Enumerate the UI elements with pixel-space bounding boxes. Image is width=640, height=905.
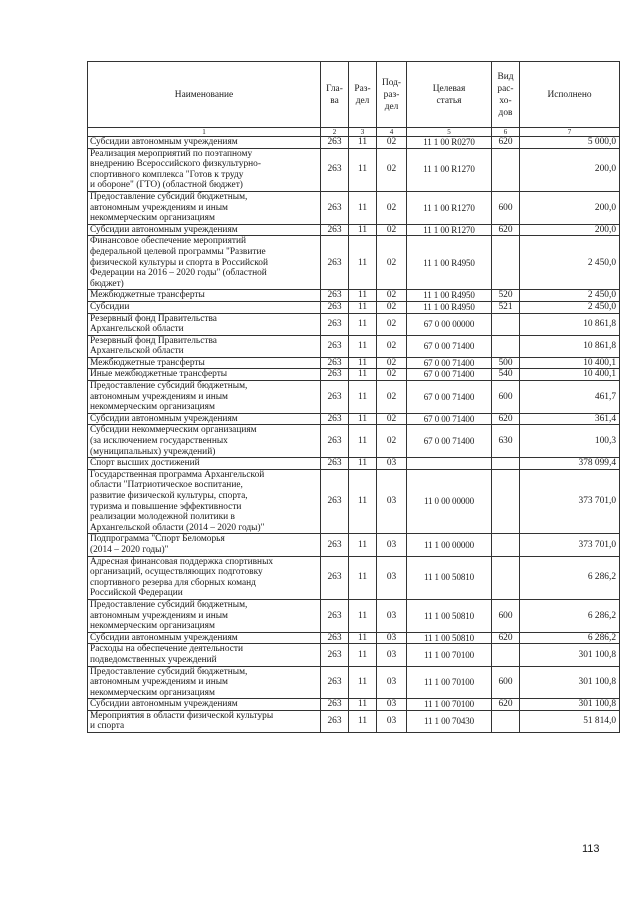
row-podrazdel: 02: [377, 137, 407, 149]
row-glava: 263: [321, 357, 349, 369]
row-glava: 263: [321, 148, 349, 191]
row-expense-type: [492, 556, 520, 599]
table-row: [88, 357, 620, 369]
row-glava: 263: [321, 425, 349, 458]
row-name: Предоставление субсидий бюджетным, автономным учреждениям и иным некоммерческим организациям: [88, 599, 321, 632]
row-name: Межбюджетные трансферты: [88, 357, 321, 369]
row-name: Спорт высших достижений: [88, 458, 321, 470]
row-executed-amount: 200,0: [520, 224, 620, 236]
row-name: Иные межбюджетные трансферты: [88, 369, 321, 381]
row-executed-amount: 200,0: [520, 148, 620, 191]
row-target-article: 67 0 00 00000: [407, 313, 492, 335]
row-target-article: 11 1 00 50810: [407, 599, 492, 632]
row-name: Расходы на обеспечение деятельности подведомственных учреждений: [88, 644, 321, 666]
row-expense-type: 500: [492, 357, 520, 369]
row-target-article: [407, 458, 492, 470]
row-razdel: 11: [349, 148, 377, 191]
row-podrazdel: 02: [377, 236, 407, 290]
column-number: 4: [377, 128, 407, 137]
row-razdel: 11: [349, 469, 377, 534]
row-razdel: 11: [349, 224, 377, 236]
table-row: [88, 148, 620, 191]
header-target-article: Целевая статья: [407, 62, 492, 128]
row-glava: 263: [321, 335, 349, 357]
row-expense-type: 540: [492, 369, 520, 381]
column-number: 3: [349, 128, 377, 137]
row-name: Предоставление субсидий бюджетным, автономным учреждениям и иным некоммерческим организациям: [88, 666, 321, 699]
row-glava: 263: [321, 458, 349, 470]
row-podrazdel: 02: [377, 381, 407, 414]
row-expense-type: 620: [492, 137, 520, 149]
table-row: [88, 191, 620, 224]
row-razdel: 11: [349, 458, 377, 470]
row-razdel: 11: [349, 357, 377, 369]
row-name: Субсидии автономным учреждениям: [88, 224, 321, 236]
row-podrazdel: 03: [377, 644, 407, 666]
header-podrazdel: Под- раз- дел: [377, 62, 407, 128]
row-name: Субсидии некоммерческим организациям (за исключением государственных (муниципальных) учреждений): [88, 425, 321, 458]
table-row: [88, 666, 620, 699]
row-glava: 263: [321, 290, 349, 302]
row-expense-type: [492, 534, 520, 556]
row-podrazdel: 03: [377, 556, 407, 599]
row-razdel: 11: [349, 599, 377, 632]
column-number: 7: [520, 128, 620, 137]
row-razdel: 11: [349, 313, 377, 335]
row-executed-amount: 373 701,0: [520, 469, 620, 534]
row-expense-type: [492, 313, 520, 335]
row-razdel: 11: [349, 301, 377, 313]
header-glava: Гла- ва: [321, 62, 349, 128]
column-number: 2: [321, 128, 349, 137]
row-executed-amount: 10 861,8: [520, 335, 620, 357]
row-podrazdel: 02: [377, 148, 407, 191]
row-executed-amount: 51 814,0: [520, 710, 620, 732]
row-target-article: 11 1 00 R1270: [407, 148, 492, 191]
row-razdel: 11: [349, 425, 377, 458]
row-expense-type: 630: [492, 425, 520, 458]
row-glava: 263: [321, 413, 349, 425]
table-row: [88, 710, 620, 732]
row-name: Адресная финансовая поддержка спортивных организаций, осуществляющих подготовку спортивного резерва для сборных команд Российской Федерации: [88, 556, 321, 599]
row-razdel: 11: [349, 381, 377, 414]
table-row: [88, 425, 620, 458]
row-podrazdel: 02: [377, 224, 407, 236]
row-podrazdel: 02: [377, 313, 407, 335]
table-row: [88, 458, 620, 470]
row-executed-amount: 100,3: [520, 425, 620, 458]
row-razdel: 11: [349, 710, 377, 732]
row-expense-type: 520: [492, 290, 520, 302]
row-glava: 263: [321, 301, 349, 313]
row-podrazdel: 02: [377, 413, 407, 425]
row-glava: 263: [321, 381, 349, 414]
row-name: Межбюджетные трансферты: [88, 290, 321, 302]
row-name: Финансовое обеспечение мероприятий федеральной целевой программы "Развитие физической культуры и спорта в Российской Федерации на 2016 – 2020 годы" (областной бюджет): [88, 236, 321, 290]
budget-execution-table: [87, 61, 620, 733]
table-row: [88, 369, 620, 381]
row-podrazdel: 03: [377, 469, 407, 534]
row-expense-type: 620: [492, 224, 520, 236]
row-razdel: 11: [349, 236, 377, 290]
row-podrazdel: 02: [377, 425, 407, 458]
row-glava: 263: [321, 224, 349, 236]
row-target-article: 11 1 00 70100: [407, 644, 492, 666]
row-target-article: 11 1 00 R4950: [407, 301, 492, 313]
table-row: [88, 644, 620, 666]
row-glava: 263: [321, 699, 349, 711]
row-glava: 263: [321, 644, 349, 666]
row-podrazdel: 03: [377, 458, 407, 470]
row-target-article: 11 1 00 R1270: [407, 191, 492, 224]
table-row: [88, 413, 620, 425]
row-razdel: 11: [349, 644, 377, 666]
row-target-article: 11 1 00 R4950: [407, 236, 492, 290]
row-executed-amount: 373 701,0: [520, 534, 620, 556]
row-executed-amount: 6 286,2: [520, 632, 620, 644]
row-name: Субсидии автономным учреждениям: [88, 632, 321, 644]
row-target-article: 11 1 00 R1270: [407, 224, 492, 236]
row-executed-amount: 301 100,8: [520, 666, 620, 699]
row-target-article: 11 1 00 70100: [407, 699, 492, 711]
table-row: [88, 236, 620, 290]
row-name: Предоставление субсидий бюджетным, автономным учреждениям и иным некоммерческим организациям: [88, 381, 321, 414]
row-name: Реализация мероприятий по поэтапному внедрению Всероссийского физкультурно- спортивного комплекса "Готов к труду и обороне" (ГТО) (областной бюджет): [88, 148, 321, 191]
row-executed-amount: 361,4: [520, 413, 620, 425]
row-target-article: 67 0 00 71400: [407, 335, 492, 357]
row-glava: 263: [321, 313, 349, 335]
row-expense-type: 600: [492, 381, 520, 414]
row-executed-amount: 6 286,2: [520, 556, 620, 599]
row-name: Мероприятия в области физической культуры и спорта: [88, 710, 321, 732]
row-target-article: 67 0 00 71400: [407, 413, 492, 425]
row-expense-type: [492, 335, 520, 357]
row-podrazdel: 03: [377, 710, 407, 732]
row-razdel: 11: [349, 290, 377, 302]
row-expense-type: [492, 148, 520, 191]
table-row: [88, 556, 620, 599]
table-row: [88, 599, 620, 632]
header-name: Наименование: [88, 62, 321, 128]
row-target-article: 67 0 00 71400: [407, 369, 492, 381]
row-podrazdel: 02: [377, 301, 407, 313]
row-glava: 263: [321, 599, 349, 632]
row-executed-amount: 5 000,0: [520, 137, 620, 149]
row-target-article: 11 1 00 70100: [407, 666, 492, 699]
table-body: [88, 137, 620, 733]
table-row: [88, 313, 620, 335]
row-glava: 263: [321, 632, 349, 644]
row-podrazdel: 02: [377, 357, 407, 369]
row-executed-amount: 378 099,4: [520, 458, 620, 470]
row-name: Субсидии автономным учреждениям: [88, 699, 321, 711]
row-glava: 263: [321, 191, 349, 224]
row-razdel: 11: [349, 534, 377, 556]
row-expense-type: 600: [492, 666, 520, 699]
row-target-article: 11 1 00 70430: [407, 710, 492, 732]
table-header-row: [88, 62, 620, 128]
row-podrazdel: 03: [377, 599, 407, 632]
row-expense-type: 620: [492, 632, 520, 644]
row-executed-amount: 10 861,8: [520, 313, 620, 335]
row-expense-type: [492, 469, 520, 534]
row-executed-amount: 10 400,1: [520, 357, 620, 369]
row-razdel: 11: [349, 666, 377, 699]
row-executed-amount: 200,0: [520, 191, 620, 224]
table-row: [88, 224, 620, 236]
table-row: [88, 137, 620, 149]
row-executed-amount: 461,7: [520, 381, 620, 414]
row-razdel: 11: [349, 191, 377, 224]
row-executed-amount: 10 400,1: [520, 369, 620, 381]
row-glava: 263: [321, 137, 349, 149]
header-expense-type: Вид рас- хо- дов: [492, 62, 520, 128]
row-name: Субсидии автономным учреждениям: [88, 137, 321, 149]
row-expense-type: 600: [492, 599, 520, 632]
row-executed-amount: 301 100,8: [520, 644, 620, 666]
row-executed-amount: 6 286,2: [520, 599, 620, 632]
row-expense-type: [492, 236, 520, 290]
row-podrazdel: 02: [377, 290, 407, 302]
row-podrazdel: 03: [377, 699, 407, 711]
row-podrazdel: 03: [377, 666, 407, 699]
row-expense-type: [492, 458, 520, 470]
table-row: [88, 381, 620, 414]
row-name: Резервный фонд Правительства Архангельской области: [88, 313, 321, 335]
row-name: Государственная программа Архангельской области "Патриотическое воспитание, развитие физической культуры, спорта, туризма и повышение эффективности реализации молодежной политики в Архангельской области (2014 – 2020 годы)": [88, 469, 321, 534]
column-number: 6: [492, 128, 520, 137]
column-number: 1: [88, 128, 321, 137]
row-executed-amount: 2 450,0: [520, 236, 620, 290]
row-podrazdel: 02: [377, 191, 407, 224]
row-glava: 263: [321, 469, 349, 534]
row-glava: 263: [321, 666, 349, 699]
row-name: Предоставление субсидий бюджетным, автономным учреждениям и иным некоммерческим организациям: [88, 191, 321, 224]
row-target-article: 67 0 00 71400: [407, 381, 492, 414]
row-target-article: 67 0 00 71400: [407, 357, 492, 369]
row-target-article: 11 1 00 R4950: [407, 290, 492, 302]
row-podrazdel: 03: [377, 534, 407, 556]
row-podrazdel: 03: [377, 632, 407, 644]
row-target-article: 11 1 00 R0270: [407, 137, 492, 149]
row-target-article: 11 0 00 00000: [407, 469, 492, 534]
header-razdel: Раз- дел: [349, 62, 377, 128]
row-target-article: 11 1 00 50810: [407, 632, 492, 644]
row-razdel: 11: [349, 699, 377, 711]
row-podrazdel: 02: [377, 335, 407, 357]
row-expense-type: 521: [492, 301, 520, 313]
table-row: [88, 632, 620, 644]
row-target-article: 67 0 00 71400: [407, 425, 492, 458]
row-executed-amount: 301 100,8: [520, 699, 620, 711]
header-executed: Исполнено: [520, 62, 620, 128]
row-podrazdel: 02: [377, 369, 407, 381]
row-name: Резервный фонд Правительства Архангельской области: [88, 335, 321, 357]
row-glava: 263: [321, 710, 349, 732]
table-row: [88, 301, 620, 313]
page-number: 113: [582, 843, 600, 855]
row-name: Субсидии: [88, 301, 321, 313]
row-expense-type: 620: [492, 413, 520, 425]
row-expense-type: [492, 644, 520, 666]
row-expense-type: 620: [492, 699, 520, 711]
row-razdel: 11: [349, 335, 377, 357]
row-target-article: 11 1 00 50810: [407, 556, 492, 599]
row-glava: 263: [321, 369, 349, 381]
row-expense-type: 600: [492, 191, 520, 224]
row-razdel: 11: [349, 632, 377, 644]
row-glava: 263: [321, 556, 349, 599]
table-row: [88, 534, 620, 556]
table-row: [88, 469, 620, 534]
row-glava: 263: [321, 534, 349, 556]
row-razdel: 11: [349, 556, 377, 599]
column-number: 5: [407, 128, 492, 137]
table-row: [88, 699, 620, 711]
table-row: [88, 335, 620, 357]
column-number-row: [88, 128, 620, 137]
row-executed-amount: 2 450,0: [520, 301, 620, 313]
row-razdel: 11: [349, 413, 377, 425]
row-name: Подпрограмма "Спорт Беломорья (2014 – 2020 годы)": [88, 534, 321, 556]
row-name: Субсидии автономным учреждениям: [88, 413, 321, 425]
row-razdel: 11: [349, 369, 377, 381]
table-row: [88, 290, 620, 302]
row-target-article: 11 1 00 00000: [407, 534, 492, 556]
row-razdel: 11: [349, 137, 377, 149]
row-expense-type: [492, 710, 520, 732]
row-glava: 263: [321, 236, 349, 290]
row-executed-amount: 2 450,0: [520, 290, 620, 302]
